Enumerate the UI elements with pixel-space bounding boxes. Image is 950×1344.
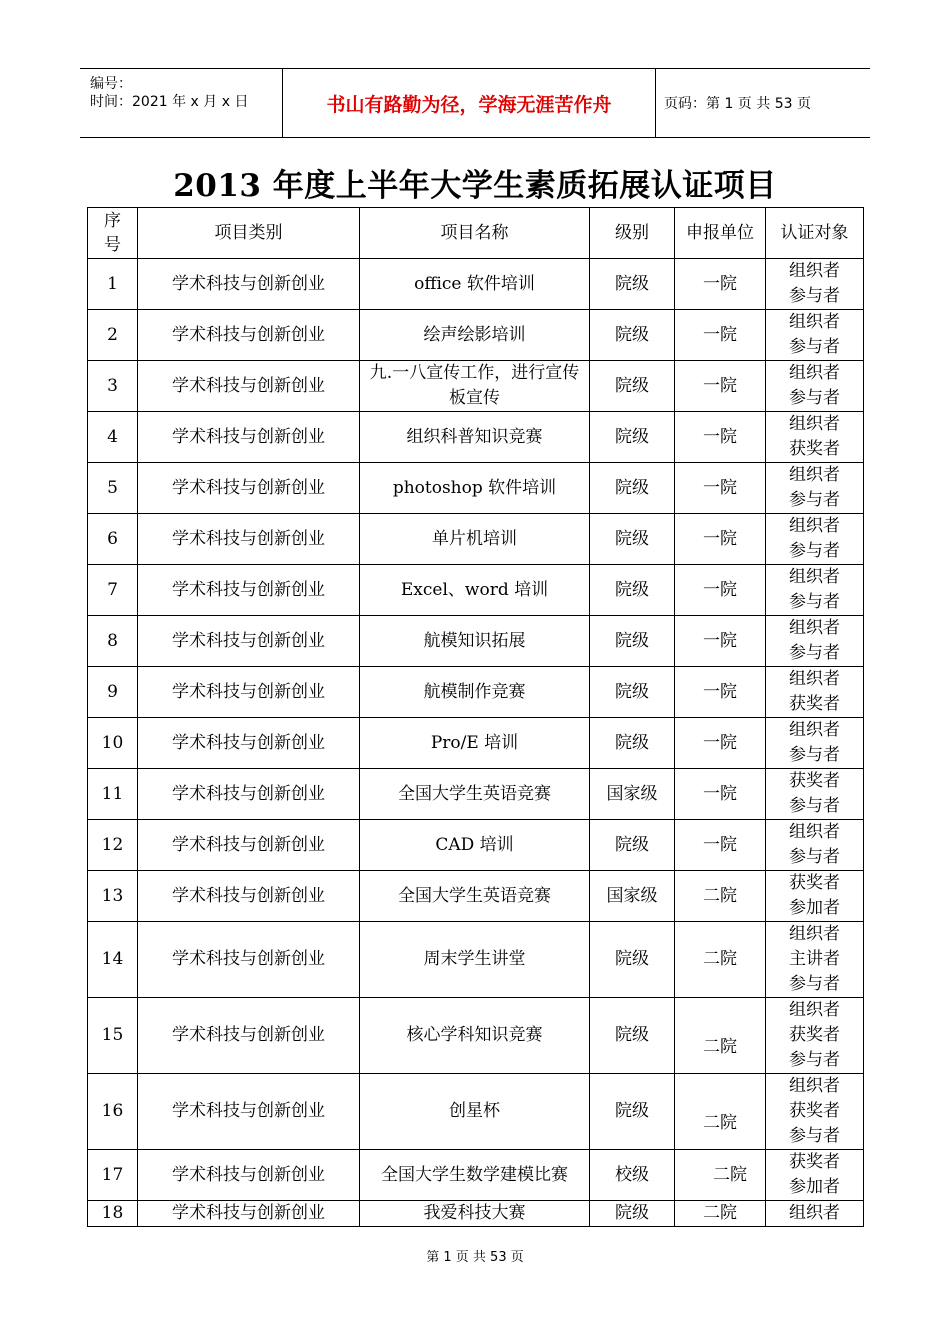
row-unit: 一院 xyxy=(675,769,766,820)
row-unit: 一院 xyxy=(675,259,766,310)
row-number: 5 xyxy=(88,463,138,514)
row-number: 7 xyxy=(88,565,138,616)
target-item: 参与者 xyxy=(789,337,840,357)
target-item: 组织者 xyxy=(789,261,840,281)
row-level: 院级 xyxy=(590,463,675,514)
row-target xyxy=(766,412,864,463)
table-row xyxy=(88,769,864,820)
row-number: 4 xyxy=(88,412,138,463)
table-row xyxy=(88,259,864,310)
table-row xyxy=(88,616,864,667)
number-label: 编号： xyxy=(90,76,132,92)
row-level: 院级 xyxy=(590,1074,675,1150)
row-target xyxy=(766,463,864,514)
row-level: 院级 xyxy=(590,718,675,769)
target-item: 获奖者 xyxy=(789,1152,840,1172)
row-category: 学术科技与创新创业 xyxy=(138,998,360,1074)
row-level: 院级 xyxy=(590,998,675,1074)
target-item: 参与者 xyxy=(789,796,840,816)
table-row xyxy=(88,1201,864,1227)
row-level: 院级 xyxy=(590,310,675,361)
row-target xyxy=(766,922,864,998)
header-name: 项目名称 xyxy=(360,208,590,259)
row-number: 15 xyxy=(88,998,138,1074)
page-footer: 第 1 页 共 53 页 xyxy=(426,1250,524,1265)
row-category: 学术科技与创新创业 xyxy=(138,259,360,310)
table-row xyxy=(88,310,864,361)
row-category: 学术科技与创新创业 xyxy=(138,820,360,871)
table-row xyxy=(88,718,864,769)
target-item: 参与者 xyxy=(789,490,840,510)
row-unit: 二院 xyxy=(675,922,766,998)
target-item: 参与者 xyxy=(789,1050,840,1070)
target-item: 参与者 xyxy=(789,847,840,867)
target-item: 组织者 xyxy=(789,1000,840,1020)
table-row xyxy=(88,1150,864,1201)
header-unit: 申报单位 xyxy=(675,208,766,259)
row-number: 3 xyxy=(88,361,138,412)
row-number: 12 xyxy=(88,820,138,871)
table-row xyxy=(88,820,864,871)
row-unit: 一院 xyxy=(675,514,766,565)
row-project-name: 我爱科技大赛 xyxy=(360,1201,590,1227)
row-target xyxy=(766,514,864,565)
row-target xyxy=(766,667,864,718)
project-table xyxy=(87,207,864,1227)
row-unit: 二院 xyxy=(675,1201,766,1227)
target-item: 参与者 xyxy=(789,286,840,306)
row-target xyxy=(766,565,864,616)
row-project-name: office 软件培训 xyxy=(360,259,590,310)
row-category: 学术科技与创新创业 xyxy=(138,514,360,565)
target-item: 获奖者 xyxy=(789,439,840,459)
row-category: 学术科技与创新创业 xyxy=(138,463,360,514)
target-item: 参与者 xyxy=(789,1126,840,1146)
header-no: 序号 xyxy=(88,208,138,259)
row-category: 学术科技与创新创业 xyxy=(138,922,360,998)
header-category: 项目类别 xyxy=(138,208,360,259)
row-number: 17 xyxy=(88,1150,138,1201)
row-number: 1 xyxy=(88,259,138,310)
row-level: 院级 xyxy=(590,514,675,565)
target-item: 获奖者 xyxy=(789,1101,840,1121)
row-unit: 一院 xyxy=(675,310,766,361)
row-target xyxy=(766,310,864,361)
row-target xyxy=(766,1150,864,1201)
target-item: 组织者 xyxy=(789,567,840,587)
row-number: 16 xyxy=(88,1074,138,1150)
row-unit: 一院 xyxy=(675,820,766,871)
target-item: 获奖者 xyxy=(789,771,840,791)
row-level: 国家级 xyxy=(590,769,675,820)
table-row xyxy=(88,412,864,463)
row-project-name: 核心学科知识竞赛 xyxy=(360,998,590,1074)
target-item: 获奖者 xyxy=(789,1025,840,1045)
table-row xyxy=(88,667,864,718)
row-unit: 一院 xyxy=(675,667,766,718)
page-header xyxy=(80,68,870,138)
row-number: 14 xyxy=(88,922,138,998)
row-project-name: 航模制作竞赛 xyxy=(360,667,590,718)
row-category: 学术科技与创新创业 xyxy=(138,769,360,820)
table-row xyxy=(88,463,864,514)
row-target xyxy=(766,616,864,667)
table-row xyxy=(88,922,864,998)
row-project-name: 绘声绘影培训 xyxy=(360,310,590,361)
header-meta xyxy=(80,69,283,137)
target-item: 参与者 xyxy=(789,643,840,663)
row-target xyxy=(766,769,864,820)
row-unit: 一院 xyxy=(675,361,766,412)
row-level: 校级 xyxy=(590,1150,675,1201)
target-item: 组织者 xyxy=(789,312,840,332)
target-item: 组织者 xyxy=(789,414,840,434)
target-item: 组织者 xyxy=(789,924,840,944)
header-level: 级别 xyxy=(590,208,675,259)
row-number: 2 xyxy=(88,310,138,361)
target-item: 组织者 xyxy=(789,669,840,689)
row-number: 11 xyxy=(88,769,138,820)
row-number: 6 xyxy=(88,514,138,565)
row-level: 国家级 xyxy=(590,871,675,922)
row-target xyxy=(766,820,864,871)
row-target xyxy=(766,1201,864,1227)
row-project-name: Excel、word 培训 xyxy=(360,565,590,616)
row-category: 学术科技与创新创业 xyxy=(138,871,360,922)
row-level: 院级 xyxy=(590,667,675,718)
row-target xyxy=(766,361,864,412)
row-level: 院级 xyxy=(590,616,675,667)
target-item: 参与者 xyxy=(789,388,840,408)
row-project-name: CAD 培训 xyxy=(360,820,590,871)
row-category: 学术科技与创新创业 xyxy=(138,1201,360,1227)
target-item: 参加者 xyxy=(789,1177,840,1197)
row-category: 学术科技与创新创业 xyxy=(138,616,360,667)
table-row xyxy=(88,998,864,1074)
target-item: 组织者 xyxy=(789,1076,840,1096)
row-unit: 二院 xyxy=(675,1074,766,1150)
target-item: 组织者 xyxy=(789,363,840,383)
row-category: 学术科技与创新创业 xyxy=(138,361,360,412)
row-project-name: 组织科普知识竞赛 xyxy=(360,412,590,463)
row-level: 院级 xyxy=(590,361,675,412)
row-number: 18 xyxy=(88,1201,138,1227)
row-unit: 一院 xyxy=(675,565,766,616)
row-category: 学术科技与创新创业 xyxy=(138,1150,360,1201)
row-unit: 一院 xyxy=(675,718,766,769)
row-project-name: 航模知识拓展 xyxy=(360,616,590,667)
row-target xyxy=(766,718,864,769)
row-category: 学术科技与创新创业 xyxy=(138,667,360,718)
row-project-name: 全国大学生英语竞赛 xyxy=(360,769,590,820)
table-row xyxy=(88,1074,864,1150)
header-motto: 书山有路勤为径，学海无涯苦作舟 xyxy=(283,69,656,137)
row-category: 学术科技与创新创业 xyxy=(138,412,360,463)
target-item: 组织者 xyxy=(789,618,840,638)
row-category: 学术科技与创新创业 xyxy=(138,565,360,616)
row-target xyxy=(766,998,864,1074)
row-project-name: 全国大学生数学建模比赛 xyxy=(360,1150,590,1201)
row-number: 9 xyxy=(88,667,138,718)
table-row xyxy=(88,361,864,412)
row-number: 13 xyxy=(88,871,138,922)
row-unit: 一院 xyxy=(675,616,766,667)
table-header-row xyxy=(88,208,864,259)
table-row xyxy=(88,565,864,616)
row-target xyxy=(766,1074,864,1150)
target-item: 参与者 xyxy=(789,541,840,561)
table-row xyxy=(88,871,864,922)
target-item: 参与者 xyxy=(789,592,840,612)
header-target: 认证对象 xyxy=(766,208,864,259)
target-item: 主讲者 xyxy=(789,949,840,969)
target-item: 参加者 xyxy=(789,898,840,918)
row-category: 学术科技与创新创业 xyxy=(138,1074,360,1150)
row-unit: 二院 xyxy=(675,998,766,1074)
row-project-name: photoshop 软件培训 xyxy=(360,463,590,514)
row-project-name: 周末学生讲堂 xyxy=(360,922,590,998)
table-row xyxy=(88,514,864,565)
row-number: 8 xyxy=(88,616,138,667)
target-item: 组织者 xyxy=(789,465,840,485)
row-unit: 二院 xyxy=(675,1150,766,1201)
target-item: 获奖者 xyxy=(789,873,840,893)
row-level: 院级 xyxy=(590,259,675,310)
row-unit: 二院 xyxy=(675,871,766,922)
row-number: 10 xyxy=(88,718,138,769)
row-unit: 一院 xyxy=(675,412,766,463)
time-label: 时间：2021 年 x 月 x 日 xyxy=(90,94,249,110)
document-title: 2013 年度上半年大学生素质拓展认证项目 xyxy=(173,168,777,204)
row-level: 院级 xyxy=(590,820,675,871)
header-page-info: 页码：第 1 页 共 53 页 xyxy=(664,96,811,112)
row-level: 院级 xyxy=(590,922,675,998)
row-target xyxy=(766,259,864,310)
target-item: 组织者 xyxy=(789,516,840,536)
row-level: 院级 xyxy=(590,1201,675,1227)
target-item: 参与者 xyxy=(789,745,840,765)
target-item: 获奖者 xyxy=(789,694,840,714)
target-item: 参与者 xyxy=(789,974,840,994)
row-category: 学术科技与创新创业 xyxy=(138,718,360,769)
target-item: 组织者 xyxy=(789,1203,840,1223)
row-level: 院级 xyxy=(590,412,675,463)
row-project-name: 全国大学生英语竞赛 xyxy=(360,871,590,922)
row-target xyxy=(766,871,864,922)
row-unit: 一院 xyxy=(675,463,766,514)
target-item: 组织者 xyxy=(789,822,840,842)
row-level: 院级 xyxy=(590,565,675,616)
row-project-name: 九.一八宣传工作，进行宣传板宣传 xyxy=(360,361,590,412)
row-category: 学术科技与创新创业 xyxy=(138,310,360,361)
target-item: 组织者 xyxy=(789,720,840,740)
row-project-name: Pro/E 培训 xyxy=(360,718,590,769)
row-project-name: 单片机培训 xyxy=(360,514,590,565)
row-project-name: 创星杯 xyxy=(360,1074,590,1150)
